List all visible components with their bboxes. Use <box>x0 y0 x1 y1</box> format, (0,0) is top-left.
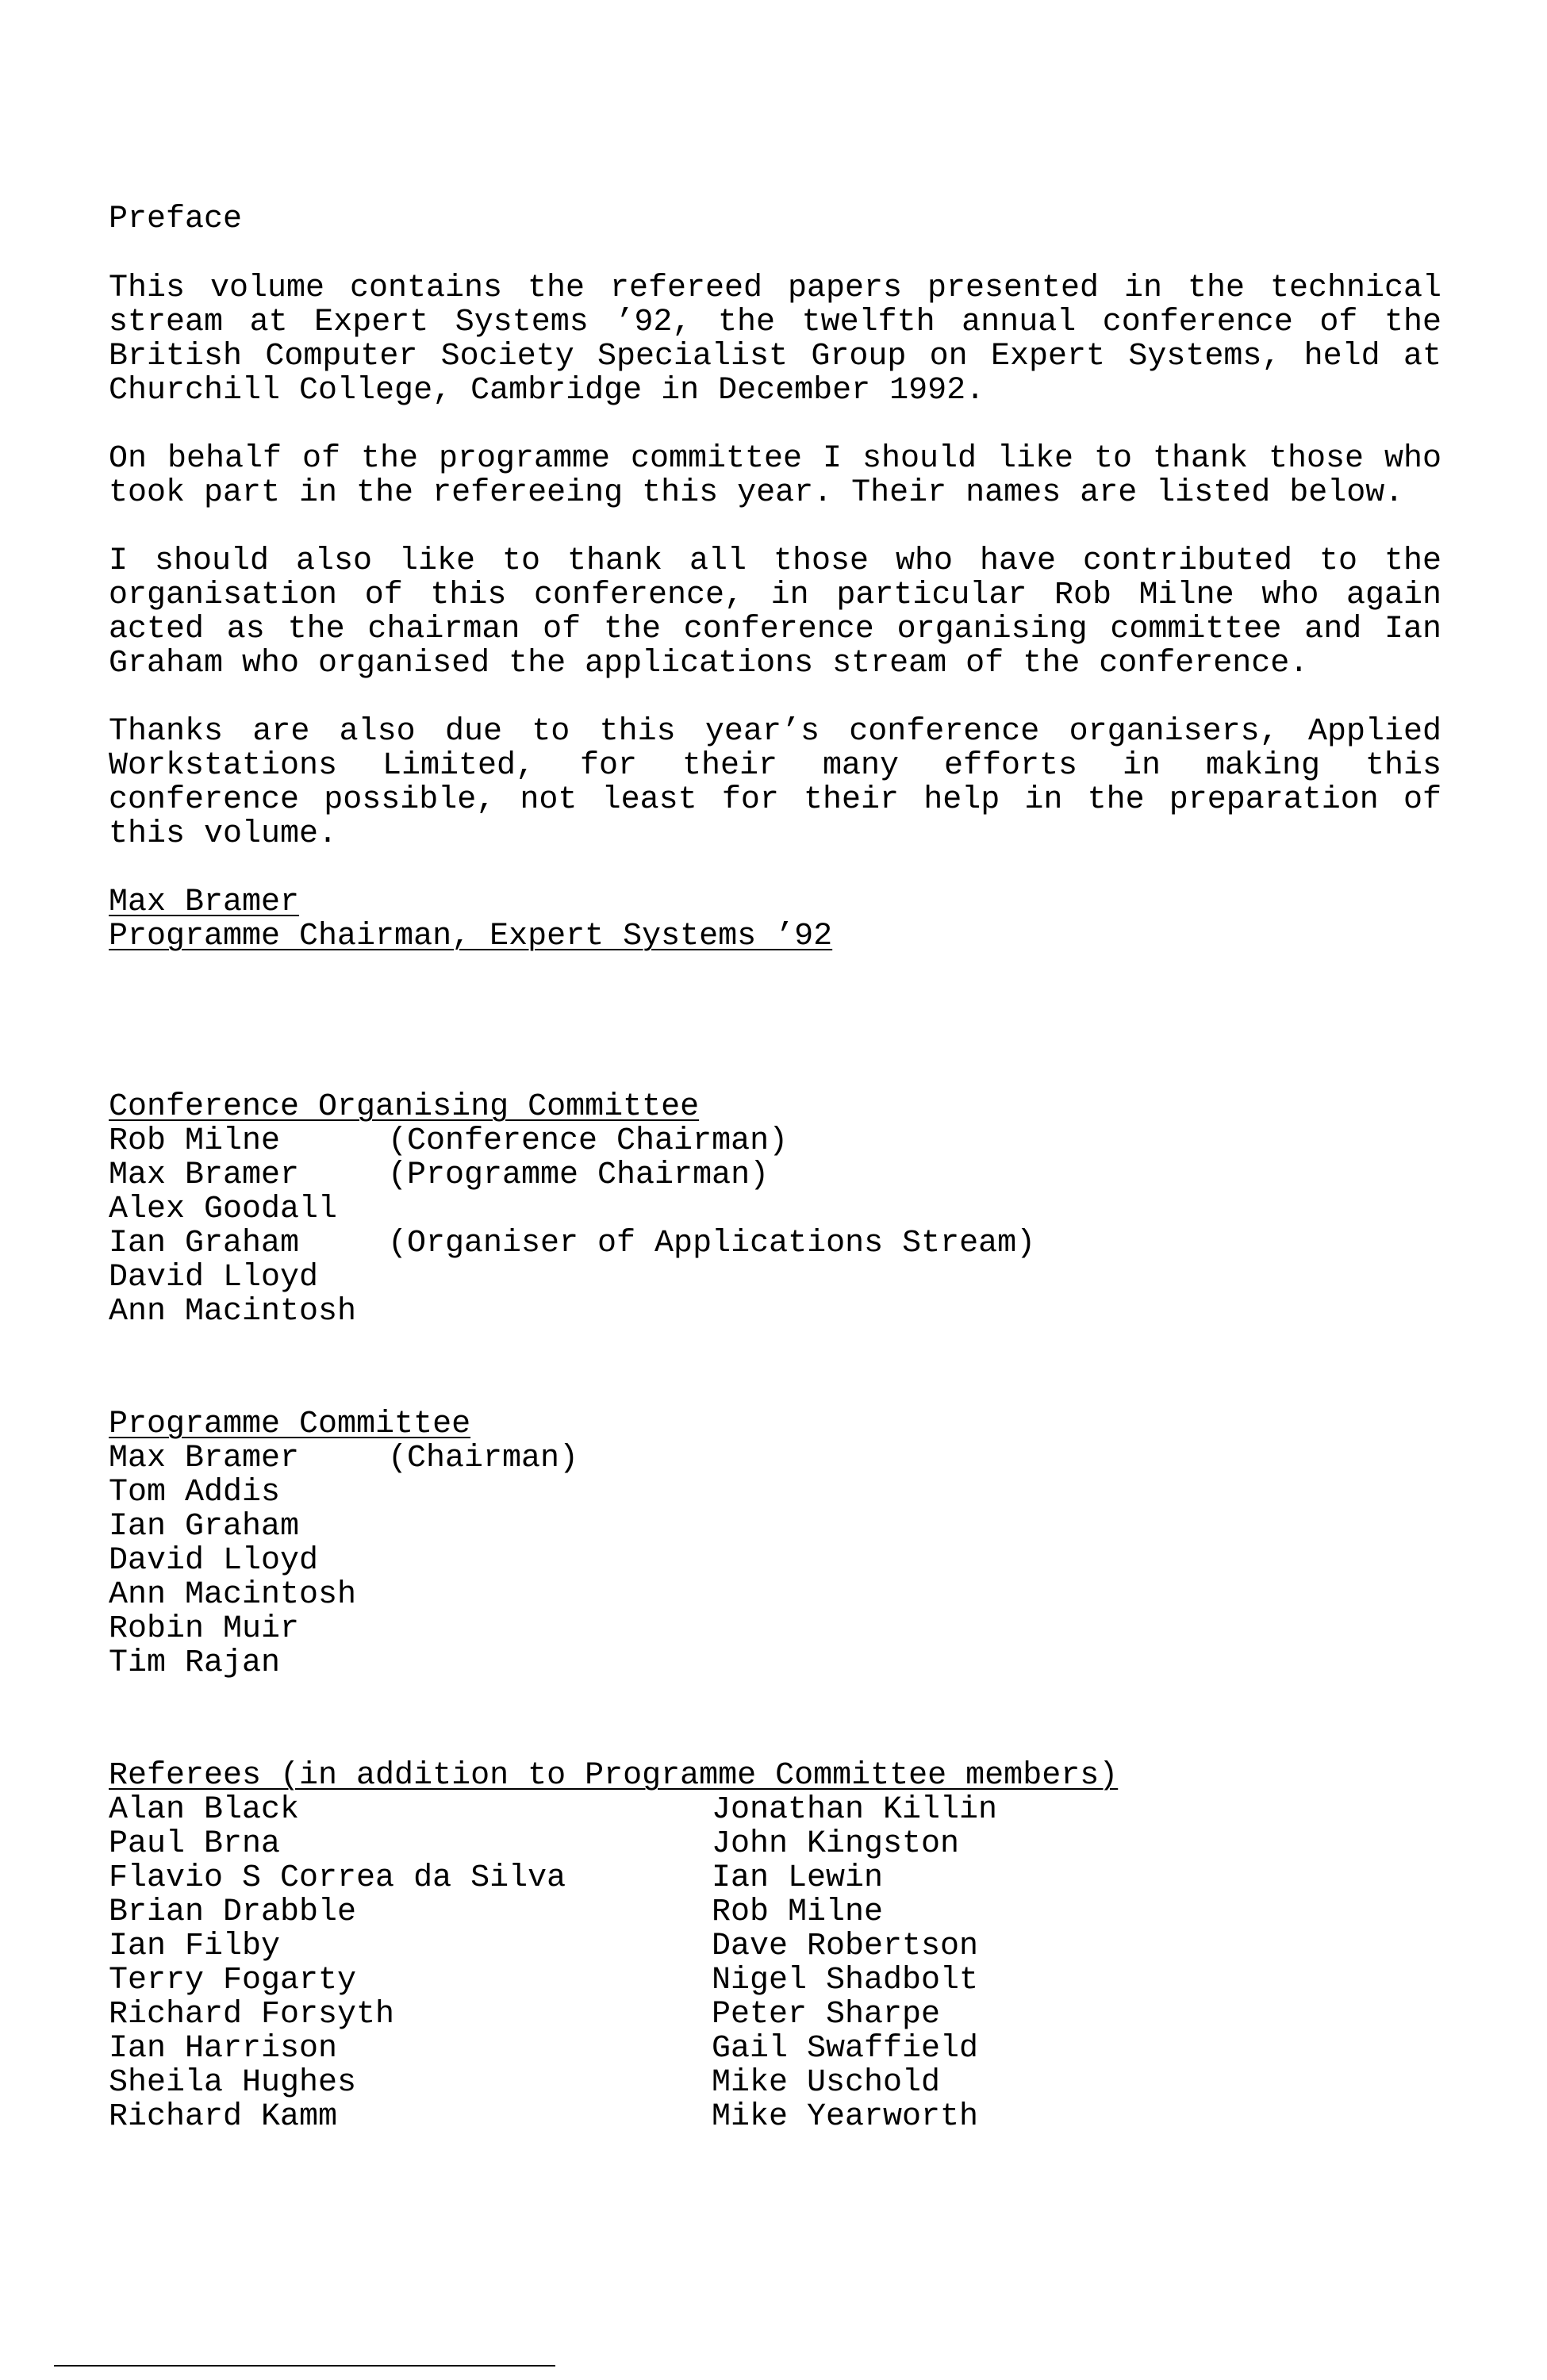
member-name: Max Bramer <box>109 1441 300 1476</box>
referees-heading: Referees (in addition to Programme Committee members) <box>109 1758 1119 1794</box>
referees-section <box>109 1759 1441 2134</box>
referee-name: Ian Lewin <box>712 1860 884 1896</box>
member-row <box>109 1158 1441 1192</box>
referee-name: Nigel Shadbolt <box>712 1963 979 1998</box>
member-row <box>109 1226 1441 1261</box>
member-name: Tom Addis <box>109 1475 281 1511</box>
preface-paragraph: I should also like to thank all those who have contributed to the organisation of this conference, in particular Rob Milne who again acted as the chairman of the conference organising committee and Ian Graham who organised the applications stream of the conference. <box>109 543 1441 681</box>
referee-name: Gail Swaffield <box>712 2031 979 2067</box>
referee-name: Ian Filby <box>109 1929 281 1964</box>
signature-title: Programme Chairman, Expert Systems ’92 <box>109 919 833 954</box>
referee-name: John Kingston <box>712 1826 960 1862</box>
referees-column-right <box>712 1793 997 2134</box>
member-row <box>109 1578 1441 1612</box>
programme-committee-heading: Programme Committee <box>109 1407 471 1442</box>
referee-name: Dave Robertson <box>712 1929 979 1964</box>
referee-name: Rob Milne <box>712 1894 884 1930</box>
referee-name: Peter Sharpe <box>712 1997 941 2033</box>
member-name: Ann Macintosh <box>109 1577 357 1613</box>
referees-columns <box>109 1793 1441 2134</box>
preface-heading: Preface <box>109 202 243 237</box>
signature-name: Max Bramer <box>109 885 300 920</box>
preface-paragraph: This volume contains the refereed papers presented in the technical stream at Expert Systems ’92, the twelfth annual conference of the British Computer Society Specialist Group on Expert Systems, held at Churchill College, Cambridge in December 1992. <box>109 271 1441 409</box>
referee-name: Sheila Hughes <box>109 2065 357 2101</box>
preface-paragraph: Thanks are also due to this year’s conference organisers, Applied Workstations Limited, for their many efforts in making this conference possible, not least for their help in the preparation of this volume. <box>109 714 1441 852</box>
member-row <box>109 1646 1441 1680</box>
footer-rule <box>54 2365 555 2367</box>
referee-name: Mike Yearworth <box>712 2099 979 2135</box>
referee-name: Brian Drabble <box>109 1894 357 1930</box>
member-name: Alex Goodall <box>109 1192 338 1227</box>
organising-committee-heading: Conference Organising Committee <box>109 1089 700 1125</box>
member-row <box>109 1476 1441 1510</box>
referee-name: Flavio S Correa da Silva <box>109 1860 566 1896</box>
member-role: (Programme Chairman) <box>388 1157 770 1193</box>
member-role: (Organiser of Applications Stream) <box>388 1226 1036 1261</box>
member-row <box>109 1124 1441 1158</box>
member-name: David Lloyd <box>109 1260 319 1296</box>
member-name: Robin Muir <box>109 1611 300 1647</box>
preface-page <box>109 202 1441 2134</box>
member-name: Ian Graham <box>109 1509 300 1545</box>
member-row <box>109 1192 1441 1226</box>
signature-block <box>109 885 1441 954</box>
member-role: (Conference Chairman) <box>388 1123 789 1159</box>
member-row <box>109 1612 1441 1646</box>
member-name: Rob Milne <box>109 1123 281 1159</box>
referee-name: Ian Harrison <box>109 2031 338 2067</box>
referee-name: Mike Uschold <box>712 2065 941 2101</box>
member-row <box>109 1261 1441 1295</box>
member-row <box>109 1510 1441 1544</box>
referee-name: Richard Kamm <box>109 2099 338 2135</box>
programme-committee-section <box>109 1407 1441 1680</box>
referee-name: Alan Black <box>109 1792 300 1828</box>
preface-paragraph: On behalf of the programme committee I should like to thank those who took part in the refereeing this year. Their names are listed below. <box>109 441 1441 511</box>
member-row <box>109 1295 1441 1329</box>
member-name: Ian Graham <box>109 1226 300 1261</box>
member-name: Tim Rajan <box>109 1645 281 1681</box>
member-name: Max Bramer <box>109 1157 300 1193</box>
member-name: David Lloyd <box>109 1543 319 1579</box>
referee-name: Richard Forsyth <box>109 1997 395 2033</box>
organising-committee-section <box>109 1090 1441 1329</box>
referee-name: Paul Brna <box>109 1826 281 1862</box>
member-role: (Chairman) <box>388 1441 579 1476</box>
referees-column-left <box>109 1793 712 2134</box>
member-row <box>109 1441 1441 1476</box>
member-row <box>109 1544 1441 1578</box>
member-name: Ann Macintosh <box>109 1294 357 1330</box>
referee-name: Jonathan Killin <box>712 1792 998 1828</box>
referee-name: Terry Fogarty <box>109 1963 357 1998</box>
